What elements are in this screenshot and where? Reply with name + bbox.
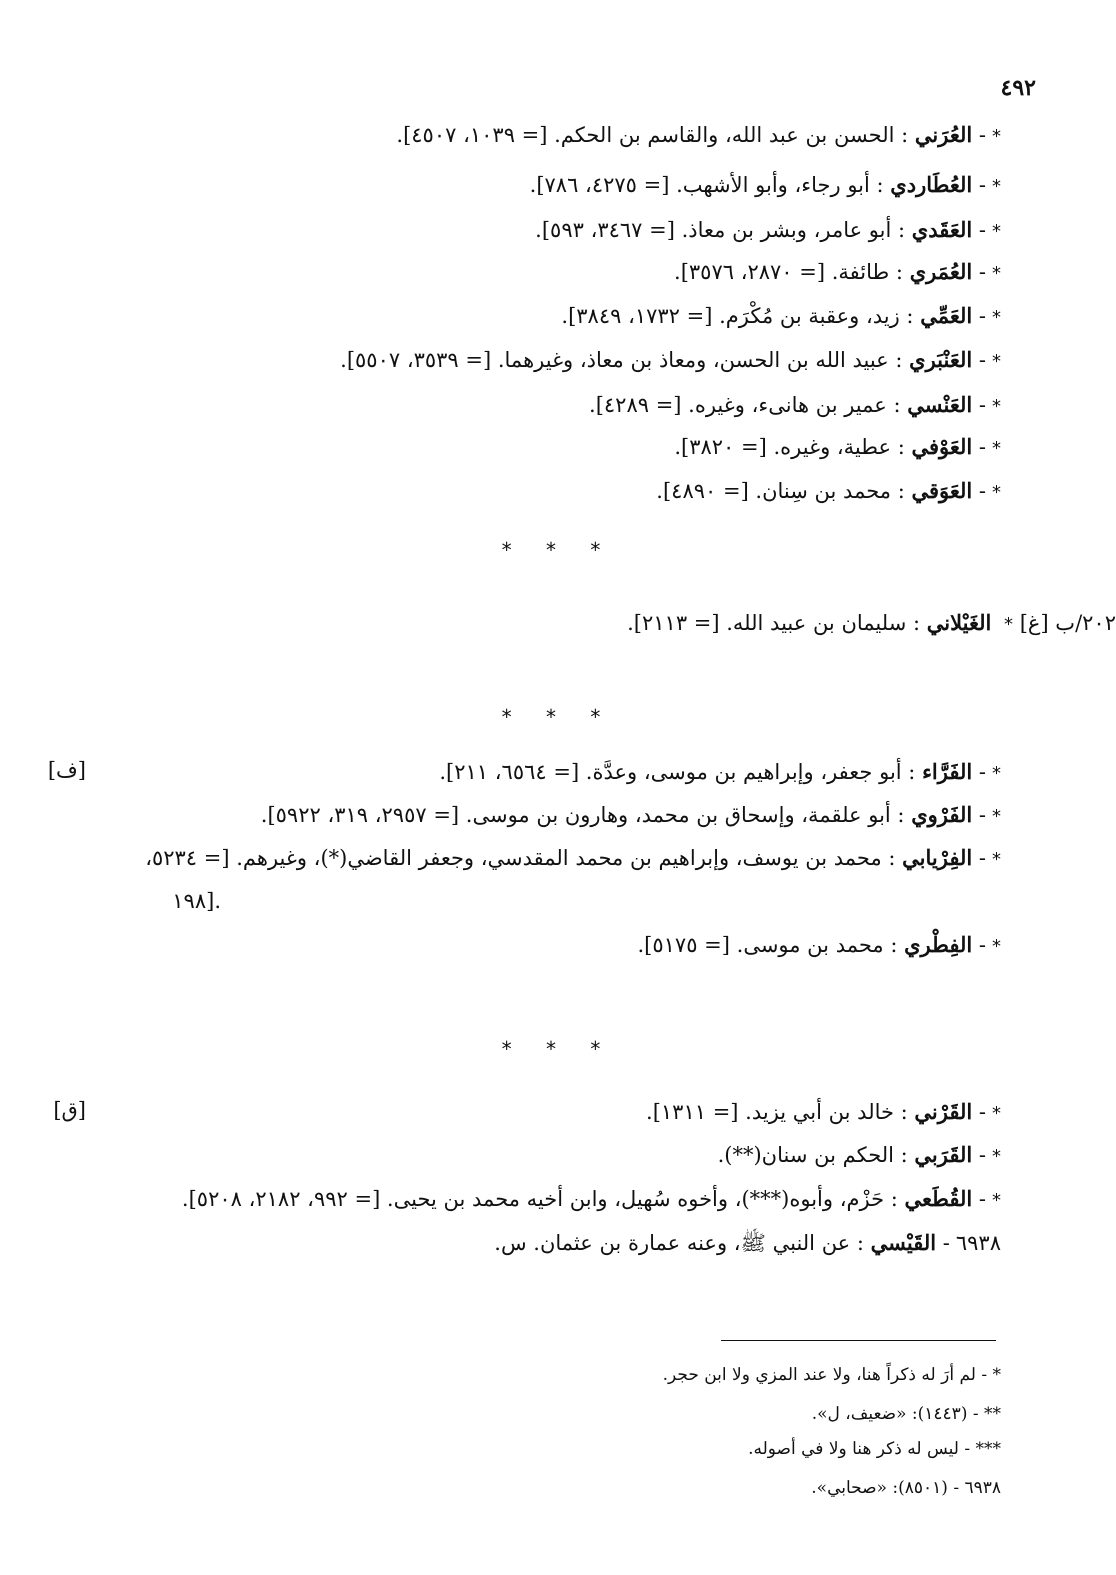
- entry-text: : خالد بن أبي يزيد. [= ١٣١١].: [646, 1100, 908, 1124]
- entry-line: *- العَوَقي : محمد بن سِنان. [= ٤٨٩٠].: [656, 478, 1001, 503]
- entry-star: *: [992, 1103, 1001, 1124]
- entry-line: *- القَرْني : خالد بن أبي يزيد. [= ١٣١١].: [646, 1099, 1001, 1124]
- nisba-name: الفِطْري: [904, 932, 973, 957]
- footnote-rule: [721, 1340, 996, 1341]
- entry-line: *- العَقَدي : أبو عامر، وبشر بن معاذ. [= ٣٤٦٧، ٥٩٣].: [535, 217, 1001, 242]
- nisba-name: القَرَبي: [914, 1142, 973, 1167]
- entry-star: *: [992, 438, 1001, 459]
- section-marker-fa: [ف]: [47, 758, 86, 782]
- entry-text: : عطية، وغيره. [= ٣٨٢٠].: [674, 435, 905, 459]
- nisba-name: القُطَعي: [904, 1186, 973, 1211]
- footnote: ** - (١٤٤٣): «ضعيف، ل».: [811, 1404, 1001, 1424]
- entry-star: *: [992, 936, 1001, 957]
- entry-number: ٦٩٣٨: [955, 1231, 1001, 1255]
- entry-star: *: [992, 1190, 1001, 1211]
- nisba-name: العُرَني: [914, 122, 973, 147]
- footnote: ٦٩٣٨ - (٨٥٠١): «صحابي».: [811, 1478, 1001, 1498]
- entry-line: *- العُطَاردي : أبو رجاء، وأبو الأشهب. [= ٤٢٧٥، ٧٨٦].: [529, 172, 1001, 197]
- entry-text: : محمد بن موسى. [= ٥١٧٥].: [637, 933, 898, 957]
- footnote: *** - ليس له ذكر هنا ولا في أصوله.: [748, 1439, 1001, 1459]
- entry-line: *- القَرَبي : الحكم بن سنان(**).: [717, 1142, 1001, 1167]
- entry-line: *- العَنْسي : عمير بن هانىء، وغيره. [= ٤٢٨٩].: [589, 392, 1001, 417]
- entry-ghaylani: [627, 608, 1116, 640]
- entry-star: *: [992, 263, 1001, 284]
- entry-star: *: [992, 806, 1001, 827]
- nisba-name: العَوْفي: [911, 434, 973, 459]
- nisba-name: القَيْسي: [870, 1230, 937, 1255]
- nisba-name: الفِرْيابي: [902, 845, 973, 870]
- entry-star: *: [992, 221, 1001, 242]
- nisba-name: القَرْني: [914, 1099, 973, 1124]
- entry-line: *- الفِرْيابي : محمد بن يوسف، وإبراهيم بن محمد المقدسي، وجعفر القاضي(*)، وغيرهم. [= ٥٢٣٤،: [145, 845, 1001, 870]
- entry-star: *: [992, 126, 1001, 147]
- section-separator: * * *: [501, 1037, 615, 1061]
- entry-text: : الحكم بن سنان(**).: [717, 1143, 908, 1167]
- entry-text: : محمد بن يوسف، وإبراهيم بن محمد المقدسي، وجعفر القاضي(*)، وغيرهم. [= ٥٢٣٤،: [145, 846, 896, 870]
- nisba-name: العُمَري: [909, 259, 973, 284]
- page-number: ٤٩٢: [1000, 75, 1036, 101]
- entry-star: *: [992, 1146, 1001, 1167]
- entry-line: *- الفَرْوي : أبو علقمة، وإسحاق بن محمد، وهارون بن موسى. [= ٢٩٥٧، ٣١٩، ٥٩٢٢].: [260, 802, 1001, 827]
- entry-line: *- العَنْبَري : عبيد الله بن الحسن، ومعاذ بن معاذ، وغيرهما. [= ٣٥٣٩، ٥٥٠٧].: [340, 347, 1001, 372]
- entry-star: *: [992, 351, 1001, 372]
- nisba-name: الفَرَّاء: [922, 759, 973, 784]
- entry-star: *: [992, 307, 1001, 328]
- entry-line: *- القُطَعي : حَزْم، وأبوه(***)، وأخوه سُهيل، وابن أخيه محمد بن يحيى. [= ٩٩٢، ٢١٨٢، ٥٢٠٨].: [181, 1186, 1001, 1211]
- entry-line: *- العَمِّي : زيد، وعقبة بن مُكْرَم. [= ١٧٣٢، ٣٨٤٩].: [561, 303, 1001, 328]
- margin-reference: ٢٠٢/ب [غ]: [1019, 611, 1116, 635]
- entry-text: : أبو جعفر، وإبراهيم بن موسى، وعدَّة. [= ٦٥٦٤، ٢١١].: [439, 760, 916, 784]
- entry-line: *- الفَرَّاء : أبو جعفر، وإبراهيم بن موسى، وعدَّة. [= ٦٥٦٤، ٢١١].: [439, 759, 1001, 784]
- nisba-name: العَنْسي: [907, 392, 973, 417]
- section-separator: * * *: [501, 705, 615, 729]
- entry-star: *: [992, 176, 1001, 197]
- entry-line: *- العَوْفي : عطية، وغيره. [= ٣٨٢٠].: [674, 434, 1001, 459]
- nisba-name: الفَرْوي: [911, 802, 973, 827]
- nisba-name: العَقَدي: [911, 217, 973, 242]
- entry-text: : طائفة. [= ٢٨٧٠، ٣٥٧٦].: [674, 260, 903, 284]
- nisba-name: العَوَقي: [911, 478, 973, 503]
- entry-star: *: [992, 763, 1001, 784]
- entry-star: *: [992, 849, 1001, 870]
- entry-text: : عن النبي ﷺ، وعنه عمارة بن عثمان. س.: [494, 1231, 864, 1255]
- entry-text: : أبو عامر، وبشر بن معاذ. [= ٣٤٦٧، ٥٩٣].: [535, 218, 906, 242]
- entry-star: *: [992, 482, 1001, 503]
- entry-continuation: ١٩٨].: [172, 889, 221, 913]
- nisba-name: العَمِّي: [920, 303, 973, 328]
- section-marker-qaf: [ق]: [53, 1098, 86, 1122]
- footnote: * - لم أرَ له ذكراً هنا، ولا عند المزي ولا ابن حجر.: [662, 1365, 1001, 1385]
- entry-text: : عمير بن هانىء، وغيره. [= ٤٢٨٩].: [589, 393, 901, 417]
- nisba-name: العَنْبَري: [909, 347, 973, 372]
- entry-line: *- الفِطْري : محمد بن موسى. [= ٥١٧٥].: [637, 932, 1001, 957]
- entry-text: : زيد، وعقبة بن مُكْرَم. [= ١٧٣٢، ٣٨٤٩].: [561, 304, 914, 328]
- entry-star: *: [992, 396, 1001, 417]
- nisba-name: الغَيْلاني: [926, 610, 992, 635]
- entry-line: ٦٩٣٨- القَيْسي : عن النبي ﷺ، وعنه عمارة بن عثمان. س.: [494, 1230, 1001, 1255]
- nisba-name: العُطَاردي: [890, 172, 973, 197]
- entry-line: *- العُمَري : طائفة. [= ٢٨٧٠، ٣٥٧٦].: [674, 259, 1001, 284]
- entry-text: : أبو رجاء، وأبو الأشهب. [= ٤٢٧٥، ٧٨٦].: [529, 173, 884, 197]
- entry-text: : حَزْم، وأبوه(***)، وأخوه سُهيل، وابن أخيه محمد بن يحيى. [= ٩٩٢، ٢١٨٢، ٥٢٠٨].: [181, 1187, 898, 1211]
- entry-star: *: [1004, 614, 1014, 635]
- entry-text: : أبو علقمة، وإسحاق بن محمد، وهارون بن موسى. [= ٢٩٥٧، ٣١٩، ٥٩٢٢].: [260, 803, 905, 827]
- entry-text: : سليمان بن عبيد الله. [= ٢١١٣].: [627, 611, 921, 635]
- entry-line: *- العُرَني : الحسن بن عبد الله، والقاسم بن الحكم. [= ١٠٣٩، ٤٥٠٧].: [396, 122, 1001, 147]
- entry-text: : محمد بن سِنان. [= ٤٨٩٠].: [656, 479, 905, 503]
- entry-text: : الحسن بن عبد الله، والقاسم بن الحكم. [= ١٠٣٩، ٤٥٠٧].: [396, 123, 909, 147]
- section-separator: * * *: [501, 538, 615, 562]
- entry-text: : عبيد الله بن الحسن، ومعاذ بن معاذ، وغيرهما. [= ٣٥٣٩، ٥٥٠٧].: [340, 348, 903, 372]
